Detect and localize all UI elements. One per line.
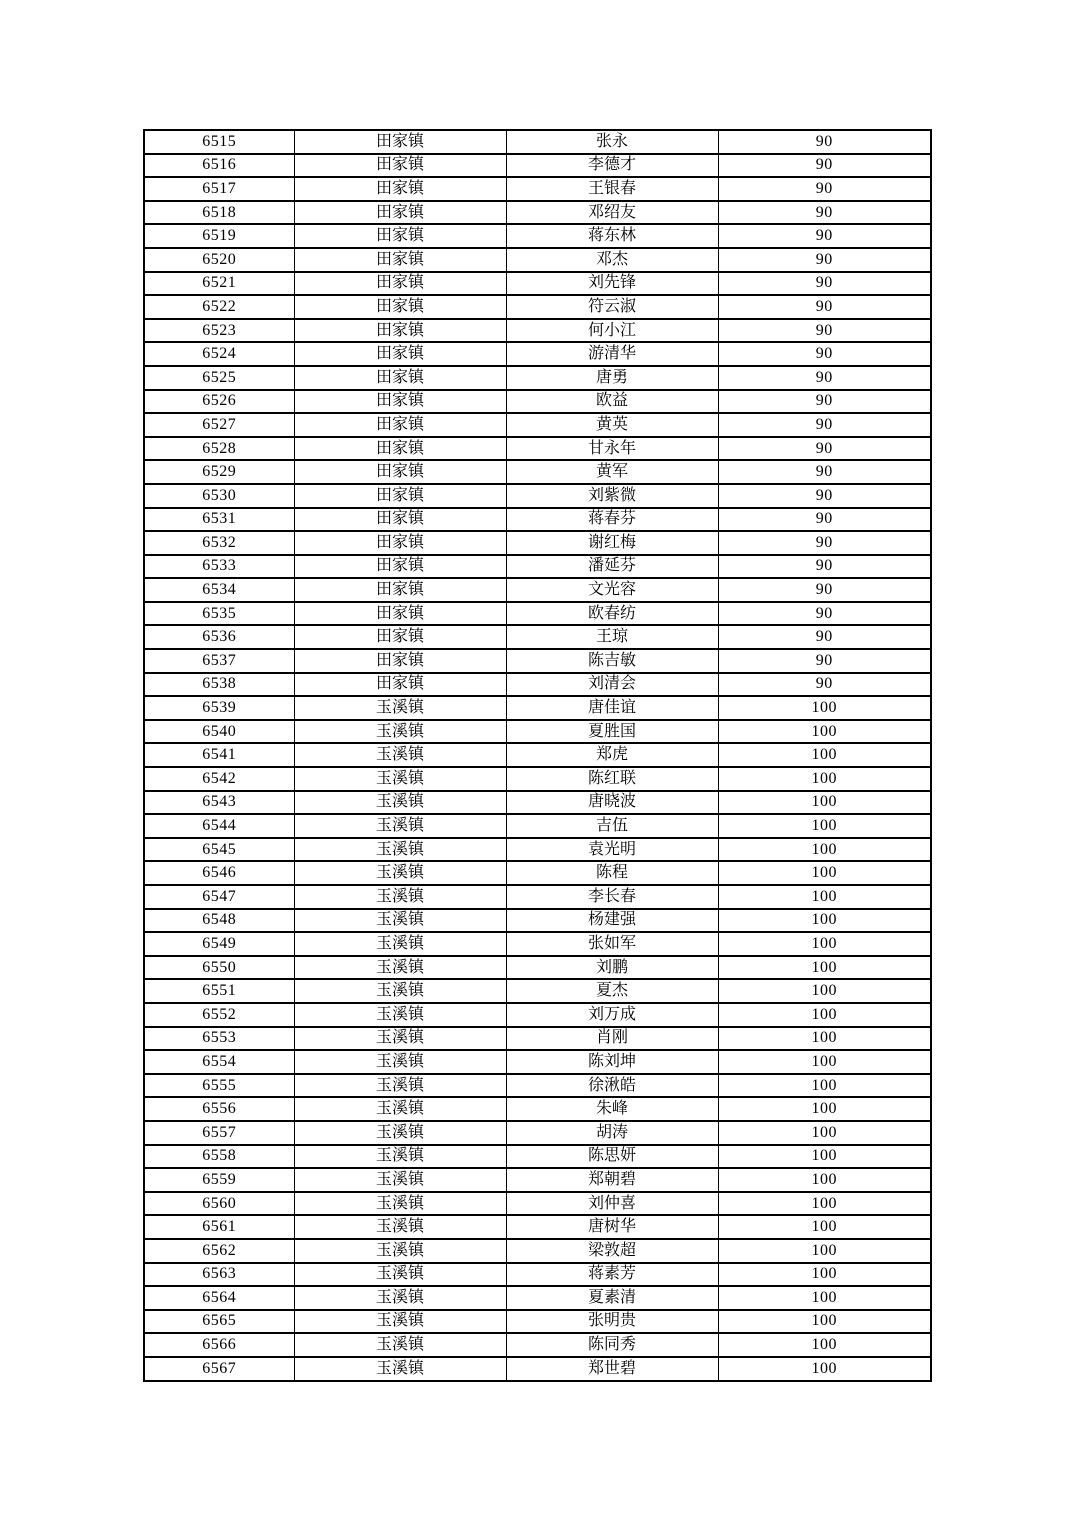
cell-name: 徐湫皓 [506,1074,718,1098]
cell-id: 6545 [144,838,294,862]
table-row [144,1215,931,1239]
cell-name: 梁敦超 [506,1239,718,1263]
table-row [144,861,931,885]
cell-name: 夏素清 [506,1286,718,1310]
cell-town: 玉溪镇 [294,1239,506,1263]
cell-score: 100 [718,1074,931,1098]
cell-name: 欧春纺 [506,602,718,626]
cell-score: 90 [718,342,931,366]
cell-name: 邓杰 [506,248,718,272]
cell-name: 蒋春芬 [506,508,718,532]
cell-id: 6537 [144,649,294,673]
cell-id: 6560 [144,1192,294,1216]
cell-town: 玉溪镇 [294,720,506,744]
cell-score: 90 [718,295,931,319]
cell-score: 100 [718,1003,931,1027]
cell-id: 6544 [144,814,294,838]
cell-name: 李德才 [506,154,718,178]
cell-town: 田家镇 [294,578,506,602]
cell-name: 游清华 [506,342,718,366]
cell-score: 90 [718,578,931,602]
cell-name: 唐佳谊 [506,696,718,720]
table-row [144,484,931,508]
cell-id: 6542 [144,767,294,791]
table-row [144,909,931,933]
cell-name: 潘延芬 [506,555,718,579]
cell-id: 6551 [144,979,294,1003]
cell-score: 100 [718,791,931,815]
cell-score: 100 [718,1310,931,1334]
cell-name: 陈红联 [506,767,718,791]
cell-id: 6563 [144,1263,294,1287]
cell-name: 甘永年 [506,437,718,461]
table-row [144,1192,931,1216]
cell-town: 玉溪镇 [294,1097,506,1121]
cell-score: 100 [718,979,931,1003]
cell-id: 6534 [144,578,294,602]
table-row [144,224,931,248]
table-row [144,1097,931,1121]
cell-town: 玉溪镇 [294,1074,506,1098]
cell-score: 100 [718,1050,931,1074]
cell-town: 玉溪镇 [294,1215,506,1239]
cell-id: 6554 [144,1050,294,1074]
cell-name: 文光容 [506,578,718,602]
cell-name: 袁光明 [506,838,718,862]
cell-id: 6555 [144,1074,294,1098]
cell-score: 90 [718,177,931,201]
cell-town: 田家镇 [294,295,506,319]
table-row [144,649,931,673]
cell-name: 刘紫微 [506,484,718,508]
table-row [144,437,931,461]
cell-score: 100 [718,1121,931,1145]
cell-id: 6519 [144,224,294,248]
cell-score: 90 [718,531,931,555]
table-row [144,1263,931,1287]
cell-name: 张永 [506,130,718,154]
cell-score: 100 [718,1097,931,1121]
cell-id: 6522 [144,295,294,319]
cell-name: 唐树华 [506,1215,718,1239]
cell-town: 玉溪镇 [294,1145,506,1169]
roster-table [143,129,932,1382]
cell-id: 6525 [144,366,294,390]
cell-town: 玉溪镇 [294,932,506,956]
table-row [144,673,931,697]
cell-score: 90 [718,154,931,178]
cell-score: 100 [718,861,931,885]
cell-name: 刘万成 [506,1003,718,1027]
table-row [144,460,931,484]
cell-name: 黄军 [506,460,718,484]
cell-id: 6540 [144,720,294,744]
cell-score: 90 [718,437,931,461]
cell-town: 田家镇 [294,177,506,201]
cell-id: 6559 [144,1168,294,1192]
cell-score: 100 [718,885,931,909]
cell-name: 何小江 [506,319,718,343]
cell-name: 张如军 [506,932,718,956]
cell-score: 90 [718,649,931,673]
table-row [144,956,931,980]
table-row [144,791,931,815]
cell-score: 100 [718,909,931,933]
cell-name: 吉伍 [506,814,718,838]
table-row [144,1121,931,1145]
cell-id: 6552 [144,1003,294,1027]
cell-town: 玉溪镇 [294,838,506,862]
cell-id: 6523 [144,319,294,343]
cell-town: 玉溪镇 [294,814,506,838]
cell-town: 田家镇 [294,224,506,248]
cell-id: 6548 [144,909,294,933]
cell-name: 胡涛 [506,1121,718,1145]
cell-id: 6546 [144,861,294,885]
cell-town: 田家镇 [294,342,506,366]
table-row [144,1286,931,1310]
cell-town: 田家镇 [294,625,506,649]
cell-score: 100 [718,956,931,980]
cell-name: 刘先锋 [506,272,718,296]
cell-id: 6561 [144,1215,294,1239]
cell-town: 玉溪镇 [294,1050,506,1074]
cell-name: 郑虎 [506,743,718,767]
cell-score: 90 [718,224,931,248]
cell-score: 100 [718,1357,931,1381]
cell-id: 6526 [144,390,294,414]
cell-town: 玉溪镇 [294,1027,506,1051]
cell-score: 90 [718,508,931,532]
cell-name: 朱峰 [506,1097,718,1121]
cell-town: 田家镇 [294,649,506,673]
cell-town: 玉溪镇 [294,1286,506,1310]
cell-score: 100 [718,743,931,767]
table-row [144,743,931,767]
cell-score: 90 [718,460,931,484]
table-row [144,696,931,720]
cell-score: 90 [718,602,931,626]
cell-score: 100 [718,1263,931,1287]
cell-id: 6520 [144,248,294,272]
cell-score: 90 [718,484,931,508]
cell-name: 夏杰 [506,979,718,1003]
table-row [144,578,931,602]
cell-score: 100 [718,1286,931,1310]
cell-town: 田家镇 [294,437,506,461]
cell-name: 陈刘坤 [506,1050,718,1074]
cell-id: 6517 [144,177,294,201]
cell-town: 玉溪镇 [294,1121,506,1145]
cell-town: 田家镇 [294,201,506,225]
cell-score: 90 [718,366,931,390]
cell-score: 100 [718,1192,931,1216]
cell-id: 6543 [144,791,294,815]
table-row [144,1050,931,1074]
table-row [144,1310,931,1334]
cell-score: 100 [718,1215,931,1239]
cell-town: 玉溪镇 [294,1333,506,1357]
table-row [144,1168,931,1192]
cell-id: 6562 [144,1239,294,1263]
cell-name: 郑朝碧 [506,1168,718,1192]
cell-town: 田家镇 [294,460,506,484]
cell-name: 郑世碧 [506,1357,718,1381]
cell-id: 6553 [144,1027,294,1051]
cell-town: 田家镇 [294,248,506,272]
cell-id: 6549 [144,932,294,956]
cell-name: 蒋素芳 [506,1263,718,1287]
cell-score: 100 [718,838,931,862]
cell-id: 6567 [144,1357,294,1381]
cell-town: 田家镇 [294,531,506,555]
cell-id: 6532 [144,531,294,555]
table-row [144,508,931,532]
table-row [144,838,931,862]
cell-name: 陈程 [506,861,718,885]
cell-name: 符云淑 [506,295,718,319]
cell-score: 90 [718,130,931,154]
roster-table-body [144,130,931,1381]
cell-score: 100 [718,1027,931,1051]
cell-id: 6529 [144,460,294,484]
cell-name: 陈思妍 [506,1145,718,1169]
cell-town: 田家镇 [294,602,506,626]
cell-town: 田家镇 [294,272,506,296]
cell-score: 100 [718,1145,931,1169]
cell-id: 6558 [144,1145,294,1169]
cell-name: 杨建强 [506,909,718,933]
cell-town: 玉溪镇 [294,1357,506,1381]
cell-score: 100 [718,696,931,720]
table-row [144,625,931,649]
cell-town: 玉溪镇 [294,1192,506,1216]
table-row [144,602,931,626]
cell-town: 田家镇 [294,154,506,178]
cell-id: 6535 [144,602,294,626]
table-row [144,932,931,956]
table-row [144,177,931,201]
table-row [144,1357,931,1381]
cell-id: 6550 [144,956,294,980]
cell-id: 6533 [144,555,294,579]
cell-town: 玉溪镇 [294,979,506,1003]
cell-id: 6564 [144,1286,294,1310]
cell-town: 玉溪镇 [294,1263,506,1287]
cell-score: 90 [718,248,931,272]
cell-town: 田家镇 [294,484,506,508]
cell-name: 蒋东林 [506,224,718,248]
cell-town: 玉溪镇 [294,767,506,791]
table-row [144,1239,931,1263]
cell-score: 90 [718,413,931,437]
cell-town: 玉溪镇 [294,1310,506,1334]
cell-town: 玉溪镇 [294,1168,506,1192]
cell-name: 陈同秀 [506,1333,718,1357]
cell-id: 6541 [144,743,294,767]
table-row [144,390,931,414]
cell-id: 6556 [144,1097,294,1121]
table-row [144,295,931,319]
table-row [144,248,931,272]
cell-id: 6565 [144,1310,294,1334]
cell-town: 玉溪镇 [294,885,506,909]
cell-score: 100 [718,814,931,838]
cell-id: 6518 [144,201,294,225]
cell-town: 玉溪镇 [294,743,506,767]
table-row [144,885,931,909]
cell-name: 欧益 [506,390,718,414]
cell-score: 90 [718,390,931,414]
table-row [144,979,931,1003]
table-row [144,154,931,178]
cell-score: 100 [718,1239,931,1263]
table-row [144,1003,931,1027]
cell-name: 王琼 [506,625,718,649]
cell-town: 玉溪镇 [294,696,506,720]
cell-name: 王银春 [506,177,718,201]
cell-name: 唐晓波 [506,791,718,815]
cell-town: 玉溪镇 [294,1003,506,1027]
table-row [144,1027,931,1051]
cell-score: 100 [718,720,931,744]
table-row [144,814,931,838]
table-row [144,413,931,437]
cell-id: 6527 [144,413,294,437]
cell-id: 6515 [144,130,294,154]
cell-score: 100 [718,767,931,791]
cell-town: 田家镇 [294,413,506,437]
cell-name: 刘仲喜 [506,1192,718,1216]
cell-id: 6547 [144,885,294,909]
cell-score: 100 [718,1333,931,1357]
cell-score: 90 [718,319,931,343]
cell-score: 90 [718,201,931,225]
table-row [144,1145,931,1169]
cell-town: 玉溪镇 [294,956,506,980]
cell-score: 90 [718,673,931,697]
table-row [144,201,931,225]
cell-score: 90 [718,625,931,649]
cell-name: 刘鹏 [506,956,718,980]
cell-id: 6521 [144,272,294,296]
cell-id: 6566 [144,1333,294,1357]
cell-name: 邓绍友 [506,201,718,225]
table-row [144,366,931,390]
table-row [144,767,931,791]
cell-name: 刘清会 [506,673,718,697]
cell-name: 肖刚 [506,1027,718,1051]
cell-score: 100 [718,1168,931,1192]
cell-id: 6538 [144,673,294,697]
cell-id: 6516 [144,154,294,178]
cell-town: 田家镇 [294,390,506,414]
cell-id: 6531 [144,508,294,532]
cell-id: 6528 [144,437,294,461]
table-row [144,130,931,154]
table-row [144,319,931,343]
table-row [144,272,931,296]
cell-town: 田家镇 [294,673,506,697]
cell-name: 黄英 [506,413,718,437]
cell-score: 100 [718,932,931,956]
cell-town: 田家镇 [294,130,506,154]
cell-score: 90 [718,555,931,579]
cell-score: 90 [718,272,931,296]
table-row [144,720,931,744]
cell-name: 谢红梅 [506,531,718,555]
table-row [144,1074,931,1098]
cell-name: 张明贵 [506,1310,718,1334]
cell-name: 陈吉敏 [506,649,718,673]
cell-town: 玉溪镇 [294,861,506,885]
cell-town: 玉溪镇 [294,909,506,933]
cell-town: 田家镇 [294,508,506,532]
cell-id: 6539 [144,696,294,720]
cell-id: 6524 [144,342,294,366]
cell-id: 6530 [144,484,294,508]
table-row [144,1333,931,1357]
cell-name: 李长春 [506,885,718,909]
table-row [144,555,931,579]
cell-id: 6557 [144,1121,294,1145]
cell-id: 6536 [144,625,294,649]
cell-town: 田家镇 [294,555,506,579]
cell-name: 唐勇 [506,366,718,390]
table-row [144,342,931,366]
table-row [144,531,931,555]
cell-town: 玉溪镇 [294,791,506,815]
cell-name: 夏胜国 [506,720,718,744]
cell-town: 田家镇 [294,366,506,390]
cell-town: 田家镇 [294,319,506,343]
